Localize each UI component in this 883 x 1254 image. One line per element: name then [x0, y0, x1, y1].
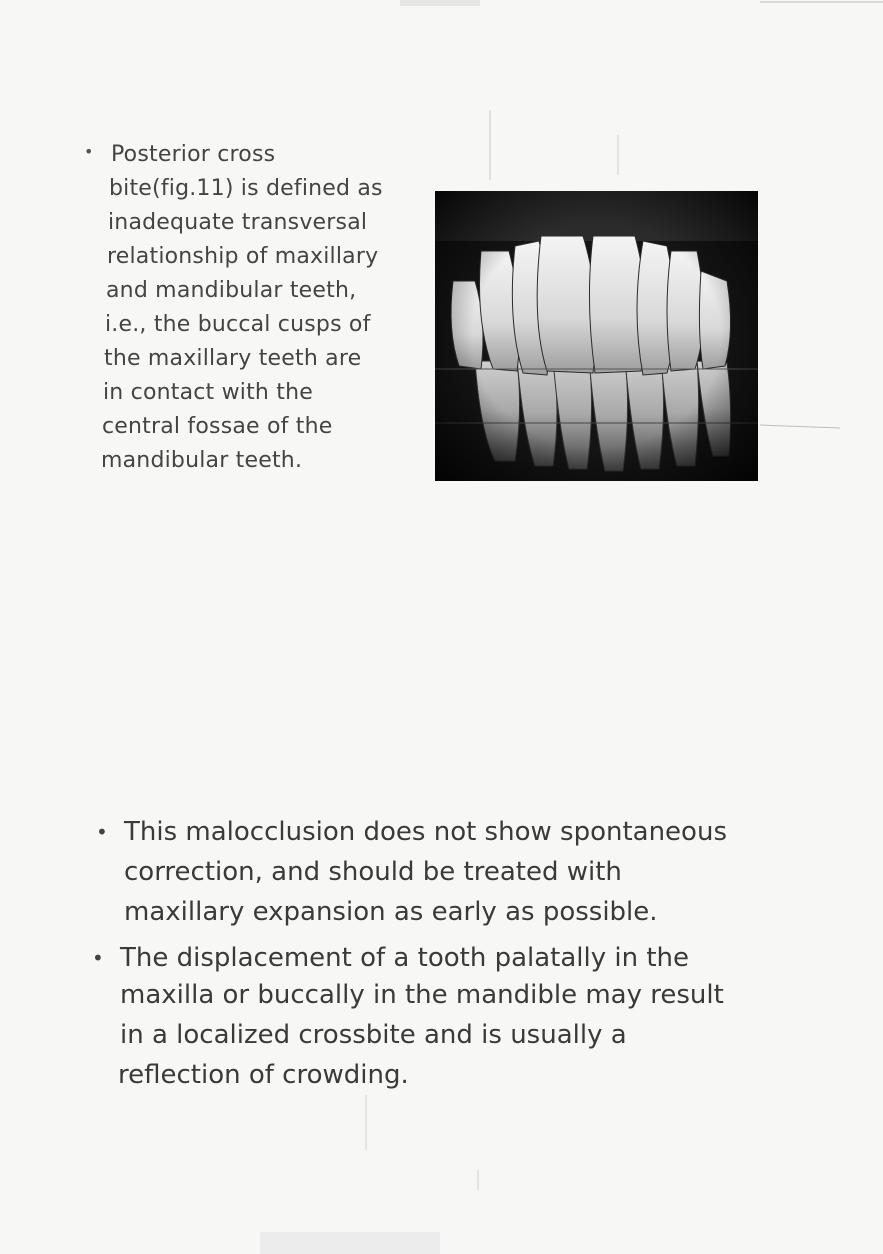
- text-line: relationship of maxillary: [107, 244, 379, 269]
- bullet-dot-icon: •: [84, 142, 94, 161]
- text-line: correction, and should be treated with: [124, 857, 622, 887]
- text-line: in contact with the: [103, 380, 313, 405]
- text-line: central fossae of the: [102, 414, 333, 439]
- text-line: bite(fig.11) is defined as: [109, 176, 383, 201]
- teeth-photo: [435, 191, 758, 481]
- text-line: maxilla or buccally in the mandible may result: [120, 980, 724, 1010]
- text-line: the maxillary teeth are: [104, 346, 362, 371]
- bullet-dot-icon: •: [92, 946, 104, 970]
- text-line: reflection of crowding.: [118, 1060, 409, 1090]
- text-line: in a localized crossbite and is usually a: [120, 1020, 627, 1050]
- text-line: and mandibular teeth,: [106, 278, 357, 303]
- bullet-dot-icon: •: [96, 820, 108, 844]
- text-line: inadequate transversal: [108, 210, 368, 235]
- text-line: The displacement of a tooth palatally in the: [120, 943, 690, 973]
- text-line: i.e., the buccal cusps of: [105, 312, 371, 337]
- text-line: maxillary expansion as early as possible.: [124, 897, 658, 927]
- text-line: Posterior cross: [111, 142, 276, 167]
- text-line: This malocclusion does not show spontaneous: [124, 817, 727, 847]
- text-line: mandibular teeth.: [101, 448, 303, 473]
